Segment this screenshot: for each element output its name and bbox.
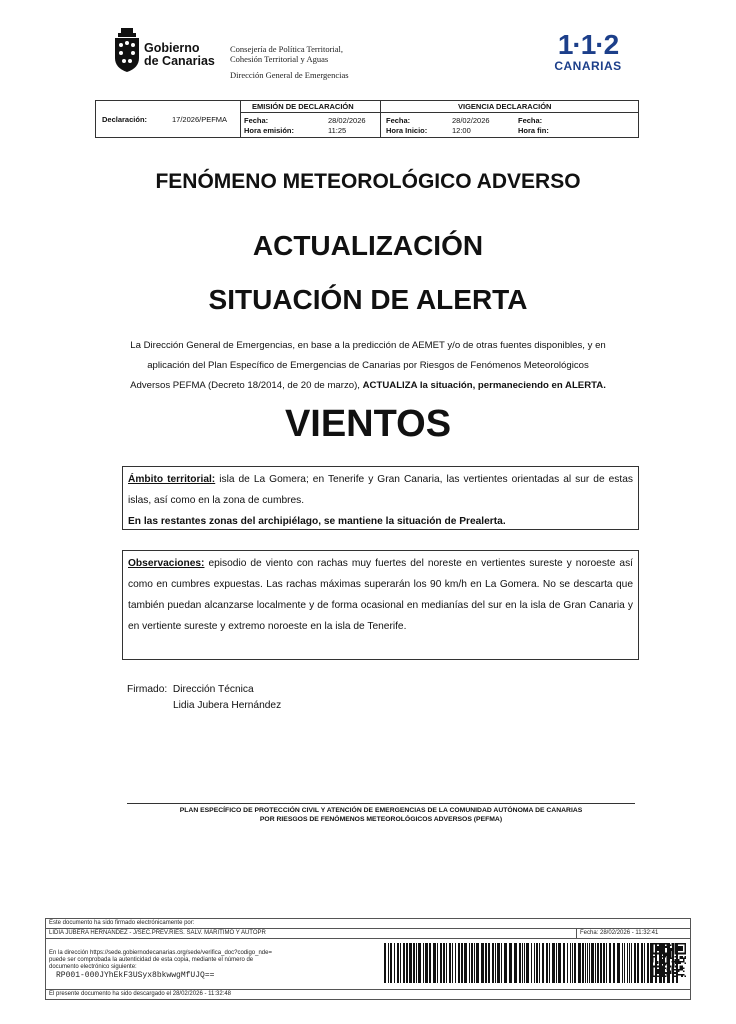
sign-date: Fecha: 28/02/2026 - 11:32:41 [580, 930, 659, 936]
document-code: RP001-000JYhEkF3USyx8bkwwgMfUJQ== [56, 971, 215, 980]
plan-line2: POR RIESGOS DE FENÓMENOS METEOROLÓGICOS ADVERSOS (PEFMA) [259, 816, 503, 823]
observaciones-box [122, 550, 639, 660]
firma-label: Firmado: [127, 684, 168, 695]
signed-label: Este documento ha sido firmado electrónicamente por: [49, 920, 195, 926]
intro-text: La Dirección General de Emergencias, en base a la predicción de AEMET y/o de otras fuentes disponibles, y en aplicación del Plan Específico de Emergencias de Canarias por Riesgos de Fenómenos Meteorológicos Adversos PEFMA (Decreto 18/2014, de 20 de marzo), [130, 340, 606, 391]
gobierno-canarias-crest-icon [112, 28, 142, 72]
barcode-icon [384, 943, 680, 983]
ambito-box [122, 466, 639, 530]
consejeria [230, 44, 343, 64]
gobierno-line1: Gobierno [144, 41, 200, 55]
vigencia-fecha: 28/02/2026 [452, 116, 490, 125]
gobierno-line2: de Canarias [144, 54, 215, 68]
gobierno-name [144, 42, 215, 68]
declaration-value: 17/2026/PEFMA [172, 115, 228, 124]
direccion-general: Dirección General de Emergencias [230, 70, 349, 80]
hora-fin-label: Hora fin: [518, 126, 549, 135]
consejeria-line1: Consejería de Política Territorial, [230, 44, 344, 54]
vigencia-fecha-label: Fecha: [386, 116, 411, 125]
plan-divider [127, 803, 635, 804]
intro-paragraph [127, 336, 609, 396]
ambito-bold: En las restantes zonas del archipiélago, se mantiene la situación de Prealerta. [128, 516, 506, 527]
logo-112-canarias [548, 30, 628, 72]
emision-header: EMISIÓN DE DECLARACIÓN [252, 102, 354, 111]
hora-emision-label: Hora emisión: [244, 126, 295, 135]
plan-line1: PLAN ESPECÍFICO DE PROTECCIÓN CIVIL Y ATENCIÓN DE EMERGENCIAS DE LA COMUNIDAD AUTÓNOMA DE CANARIAS [179, 807, 583, 814]
intro-bold: ACTUALIZA la situación, permaneciendo en ALERTA. [362, 380, 606, 391]
observaciones-label: Observaciones: [128, 558, 205, 569]
firma-line2: Lidia Jubera Hernández [173, 700, 282, 711]
verify-text2: puede ser comprobada la autenticidad de esta copia, mediante el número de [49, 957, 254, 963]
verify-text3: documento electrónico siguiente: [49, 964, 137, 970]
vigencia-header: VIGENCIA DECLARACIÓN [458, 102, 552, 111]
title-fenomeno: FENÓMENO METEOROLÓGICO ADVERSO [155, 170, 581, 193]
declaration-label: Declaración: [102, 115, 148, 124]
downloaded-text: El presente documento ha sido descargado el 28/02/2026 - 11:32:48 [49, 991, 232, 997]
ambito-label: Ámbito territorial: [128, 474, 216, 485]
plan-footer [127, 806, 635, 824]
logo-112-number: 1·1·2 [557, 29, 619, 60]
emision-fecha-label: Fecha: [244, 116, 269, 125]
title-situacion: SITUACIÓN DE ALERTA [208, 284, 528, 315]
firma-line1: Dirección Técnica [172, 684, 254, 695]
hora-inicio: 12:00 [452, 126, 471, 135]
title-actualizacion: ACTUALIZACIÓN [252, 230, 484, 261]
phenomenon-title: VIENTOS [284, 403, 452, 445]
ambito-text: isla de La Gomera; en Tenerife y Gran Canaria, las vertientes orientadas al sur de estas islas, así como en la zona de cumbres. [128, 474, 633, 506]
hora-emision: 11:25 [328, 126, 347, 135]
verify-text1: En la dirección https://sede.gobiernodecanarias.org/sede/verifica_doc?codigo_nde= [49, 950, 272, 956]
signature-footer [45, 918, 691, 1000]
firma-block [127, 682, 281, 714]
declaration-table [95, 100, 639, 138]
observaciones-text: episodio de viento con rachas muy fuertes del noreste en vertientes sureste y noroeste así como en cumbres expuestas. Las rachas máximas superarán los 90 km/h en La Gomera. No se descarta que también puedan alcanzarse localmente y de forma ocasional en medianías del sur en la isla de Gran Canaria y en vertiente sureste y extremo noroeste en la isla de Tenerife. [128, 558, 633, 632]
qr-code-icon [652, 943, 686, 977]
signer: LIDIA JUBERA HERNANDEZ - J/SEC.PREV.RIES. SALV. MARITIMO Y AUTOPR [49, 930, 266, 936]
fecha-fin-label: Fecha: [518, 116, 543, 125]
emision-fecha: 28/02/2026 [328, 116, 366, 125]
consejeria-line2: Cohesión Territorial y Aguas [230, 54, 329, 64]
logo-112-sub: CANARIAS [554, 59, 622, 73]
hora-inicio-label: Hora Inicio: [386, 126, 428, 135]
